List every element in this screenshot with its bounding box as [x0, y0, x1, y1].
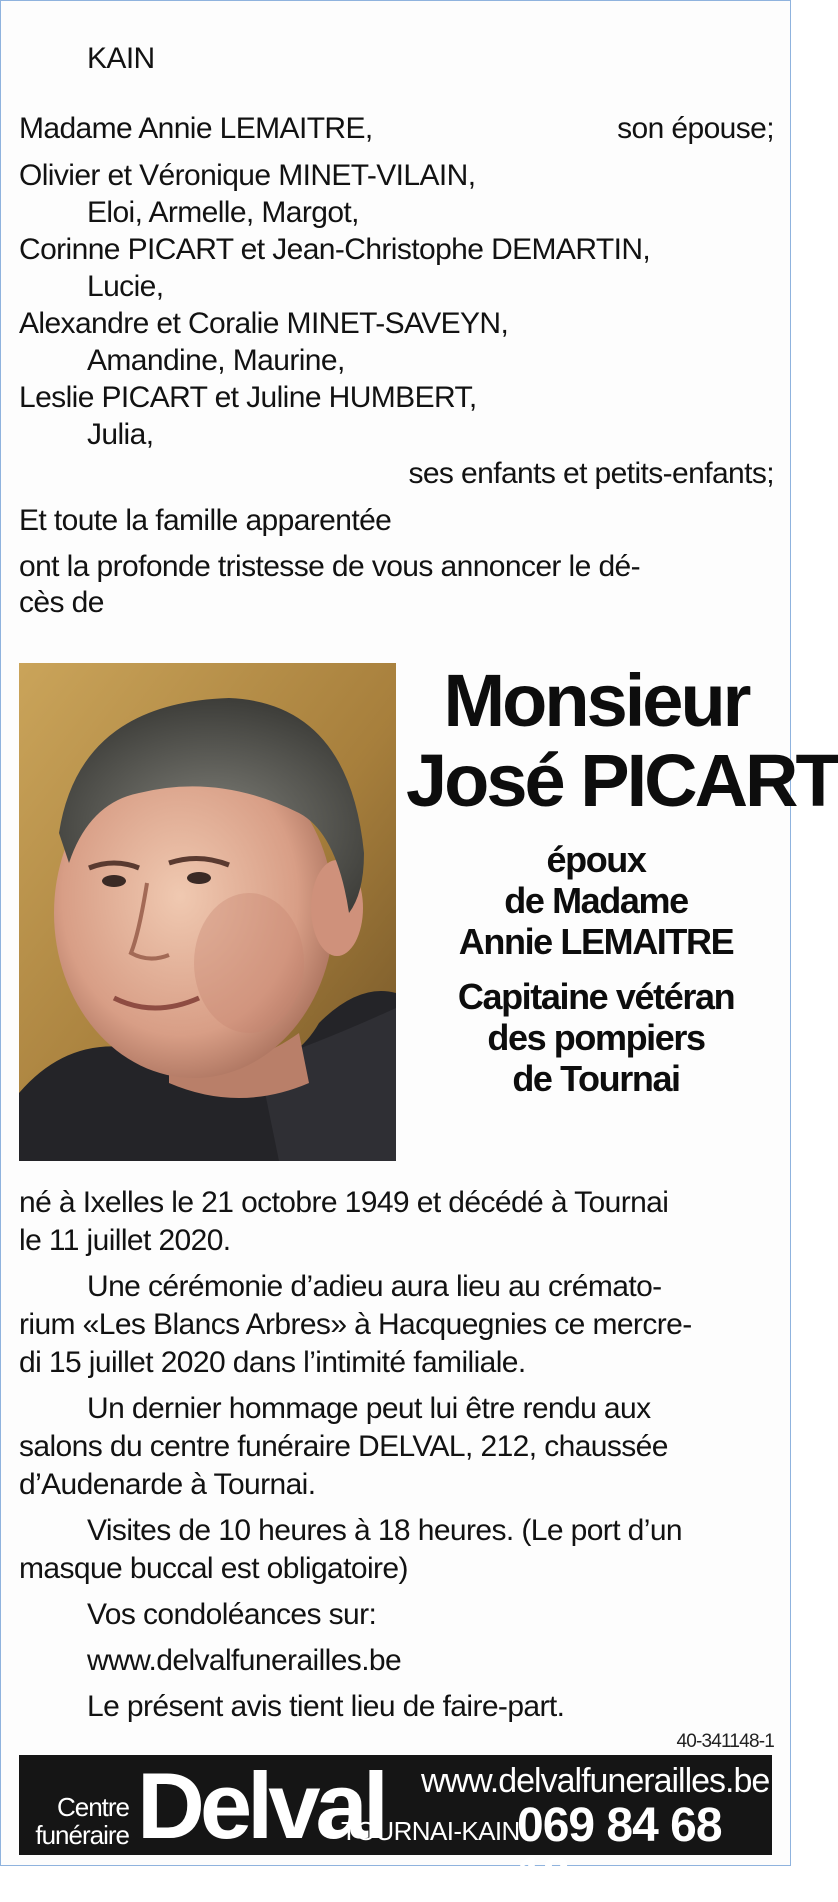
detail-line-5: des pompiers: [487, 1017, 705, 1058]
body-line-4: rium «Les Blancs Arbres» à Hacquegnies ce mercre-: [19, 1308, 692, 1341]
family-line-1: Olivier et Véronique MINET-VILAIN,: [19, 159, 476, 192]
centre-line-2: funéraire: [35, 1820, 129, 1850]
portrait-photo: [19, 663, 396, 1161]
brand-logo-text: Delval: [137, 1753, 384, 1858]
children-role: ses enfants et petits-enfants;: [408, 457, 774, 490]
body-line-3: Une cérémonie d’adieu aura lieu au crémato-: [87, 1270, 662, 1303]
phone-number[interactable]: 069 84 68 18: [517, 1799, 722, 1902]
deceased-name: José PICART: [406, 739, 838, 822]
body-line-10: masque buccal est obligatoire): [19, 1552, 408, 1585]
town-label: TOURNAI-KAIN: [341, 1816, 520, 1846]
detail-line-4: Capitaine vétéran: [457, 976, 735, 1017]
reference-number: 40-341148-1: [676, 1731, 774, 1752]
condolences-link[interactable]: www.delvalfunerailles.be: [87, 1644, 402, 1677]
family-line-3: Corinne PICART et Jean-Christophe DEMARTIN,: [19, 233, 651, 266]
detail-line-2: de Madame: [504, 880, 688, 921]
detail-line-3: Annie LEMAITRE: [458, 921, 734, 962]
detail-line-1: époux: [546, 839, 646, 880]
funeral-home-banner: [19, 1753, 772, 1902]
body-line-5: di 15 juillet 2020 dans l’intimité familiale.: [19, 1346, 526, 1379]
deceased-title: Monsieur: [443, 659, 749, 742]
detail-line-6: de Tournai: [512, 1058, 680, 1099]
centre-line-1: Centre: [56, 1792, 129, 1822]
family-line-2: Eloi, Armelle, Margot,: [87, 196, 359, 229]
body-line-1: né à Ixelles le 21 octobre 1949 et décédé à Tournai: [19, 1186, 669, 1219]
body-line-7: salons du centre funéraire DELVAL, 212, chaussée: [19, 1430, 668, 1463]
town-heading: KAIN: [87, 42, 155, 75]
body-line-2: le 11 juillet 2020.: [19, 1224, 231, 1257]
body-line-8: d’Audenarde à Tournai.: [19, 1468, 316, 1501]
family-line-7: Leslie PICART et Juline HUMBERT,: [19, 381, 477, 414]
website-link[interactable]: www.delvalfunerailles.be: [421, 1762, 770, 1800]
family-line-4: Lucie,: [87, 270, 164, 303]
condolences-label: Vos condoléances sur:: [87, 1598, 377, 1631]
announce-line-2: cès de: [19, 586, 104, 619]
body-line-6: Un dernier hommage peut lui être rendu aux: [87, 1392, 651, 1425]
announce-line-1: ont la profonde tristesse de vous annoncer le dé-: [19, 550, 641, 583]
body-line-9: Visites de 10 heures à 18 heures. (Le port d’un: [87, 1514, 682, 1547]
family-line-6: Amandine, Maurine,: [87, 344, 345, 377]
spouse-name: Madame Annie LEMAITRE,: [19, 112, 373, 145]
family-line-5: Alexandre et Coralie MINET-SAVEYN,: [19, 307, 509, 340]
spouse-role: son épouse;: [617, 112, 774, 145]
family-line-8: Julia,: [87, 418, 154, 451]
relatives-line: Et toute la famille apparentée: [19, 504, 392, 537]
notice-statement: Le présent avis tient lieu de faire-part.: [87, 1690, 565, 1723]
centre-label: [29, 1793, 129, 1849]
